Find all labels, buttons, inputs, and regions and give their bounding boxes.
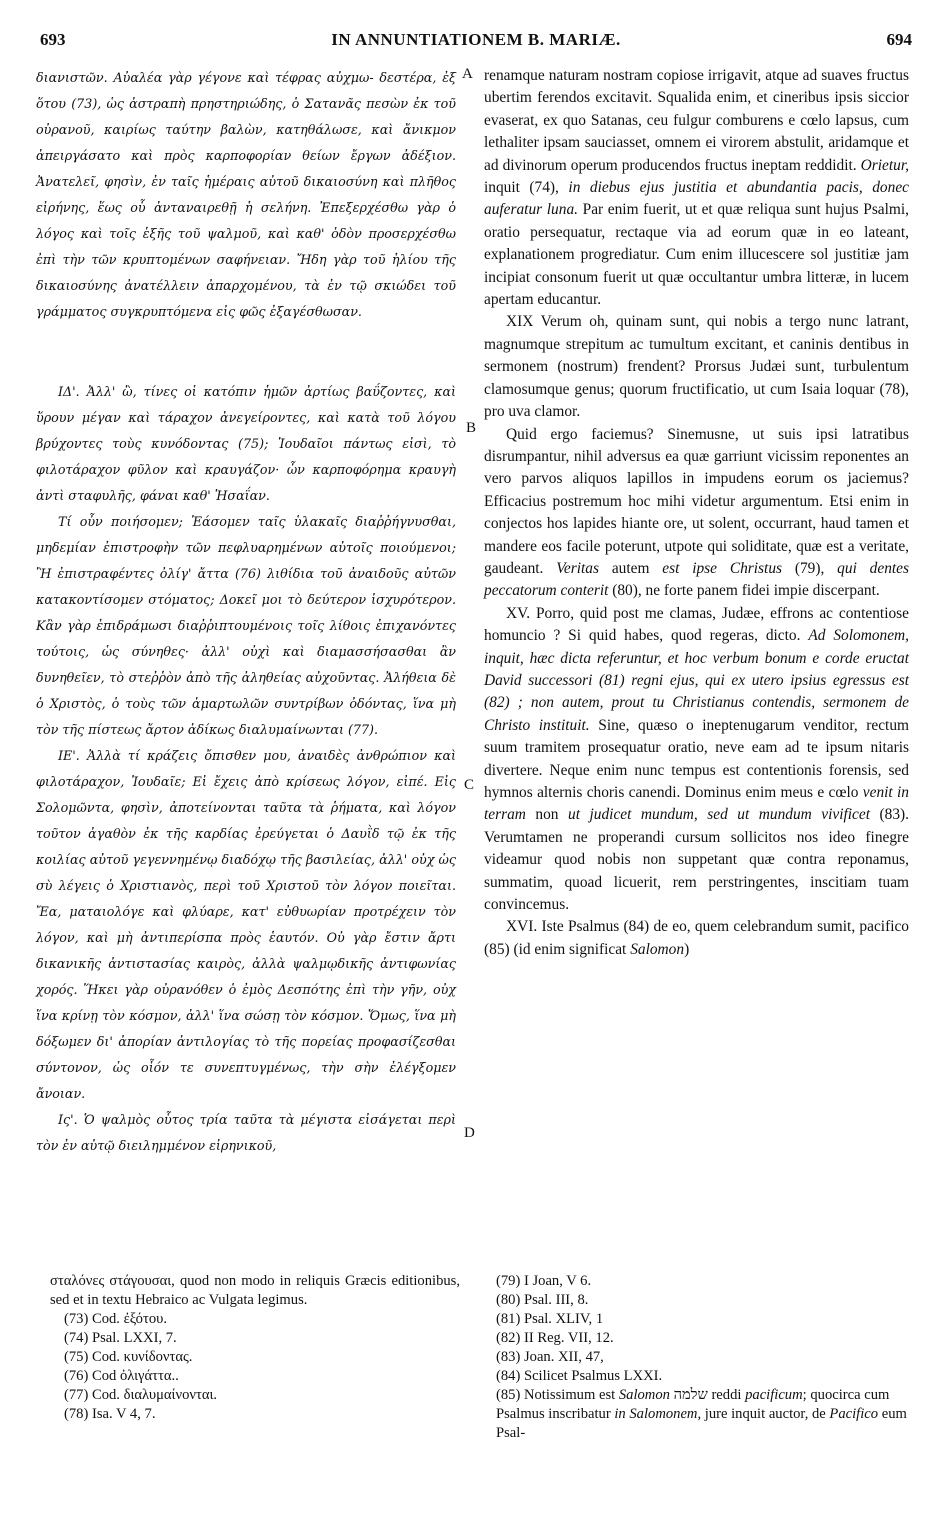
latin-paragraph-2: XIX Verum oh, quinam sunt, qui nobis a tergo nunc latrant, magnumque strepitum ac tumultum excitant, et caninis dentibus in sermonem (nostrum) frendent? Prorsus Judæi sunt, turbulentum clamosumque genus; quorum fructificatio, ut cum Isaia loquar (78), pro uva clamor. xyxy=(484,313,909,421)
footnote-79: (79) I Joan, V 6. xyxy=(496,1273,592,1289)
greek-column xyxy=(36,65,456,1159)
footnotes-right xyxy=(496,1272,908,1443)
margin-marker-c: C xyxy=(464,777,475,793)
footnote-77: (77) Cod. διαλυμαίνονται. xyxy=(64,1387,218,1403)
footnote-75: (75) Cod. κυνίδοντας. xyxy=(64,1349,193,1365)
greek-paragraph-2: ΙΔ'. Ἀλλ' ὢ, τίνες οἱ κατόπιν ἡμῶν ἀρτίως βαΰζοντες, καὶ ὕρουν μέγαν καὶ τάραχον ἀνεγείροντες, καὶ κατὰ τοῦ λόγου βρύχοντες τοὺς κυνόδοντας (75); Ἰουδαῖοι πάντως εἰσὶ, τὸ φιλοτάραχον φῦλον καὶ κραυγάζον· ὧν καρποφόρημα κραυγὴ ἀντὶ σταφυλῆς, φάναι καθ' Ἠσαΐαν. xyxy=(36,384,456,503)
greek-paragraph-3: Τί οὖν ποιήσομεν; Ἐάσομεν ταῖς ὑλακαῖς διαῤῥήγνυσθαι, μηδεμίαν ἐπιστροφὴν τῶν πεφλυαρημένων αὐτοῖς ποιούμενοι; Ἢ ἐπιστραφέντες ὀλίγ' ἄττα (76) λιθίδια τοῦ ἀναιδοῦς αὐτῶν κατακοντίσομεν στόματος; Δοκεῖ μοι τὸ δεύτερον ἰσχυρότερον. Κἂν γὰρ ἐπιδράμωσι διαῤῥιπτουμένοις τοῖς λίθοις ἐπιχανόντες τούτοις, ὡς σύνηθες· ἀλλ' οὐχὶ καὶ διαμασσήσασθαι ἂν δυνηθεῖεν, τὸ στεῤῥὸν ἀπὸ τῆς ἀληθείας αὐχοῦντας. Ἀλήθεια δὲ ὁ Χριστὸς, ὁ τοὺς τῶν ἁμαρτωλῶν συντρίβων ὀδόντας, ἵνα μὴ τὸν τῆς πίστεως ἄρτον ἀδίκως διαλυμαίνωνται (77). xyxy=(36,514,456,737)
greek-paragraph-5: Ις'. Ὁ ψαλμὸς οὗτος τρία ταῦτα τὰ μέγιστα εἰσάγεται περὶ τὸν ἐν αὐτῷ διειλημμένον εἰρηνικοῦ, xyxy=(36,1112,456,1153)
footnotes-left xyxy=(50,1272,460,1424)
page-number-right: 694 xyxy=(886,30,912,49)
footnote-80: (80) Psal. III, 8. xyxy=(496,1292,589,1308)
margin-marker-d: D xyxy=(464,1125,475,1141)
footnote-82: (82) II Reg. VII, 12. xyxy=(496,1330,614,1346)
latin-column xyxy=(484,65,909,961)
page-number-left: 693 xyxy=(40,30,66,49)
running-header xyxy=(30,30,922,56)
footnote-85: (85) Notissimum est Salomon שלמה reddi pacificum; quocirca cum Psalmus inscribatur in Salomonem, jure inquit auctor, de Pacifico eum Psal- xyxy=(496,1387,907,1441)
greek-paragraph-4: ΙΕ'. Ἀλλὰ τί κράζεις ὄπισθεν μου, ἀναιδὲς ἀνθρώπιον καὶ φιλοτάραχον, Ἰουδαῖε; Εἰ ἔχεις ἀπὸ κρίσεως λόγον, εἰπέ. Εἰς Σολομῶντα, φησὶν, ἀποτείνονται ταῦτα τὰ ῥήματα, καὶ λόγον τοῦτον ἀγαθὸν ἐκ τῆς καρδίας ἐρεύγεται ὁ Δαυῒδ τῷ ἐκ τῆς κοιλίας αὐτοῦ γεγεννημένῳ διαδόχῳ τῆς βασιλείας, ἀλλ' οὐχ ὡς σὺ λέγεις ὁ Χριστιανὸς, περὶ τοῦ Χριστοῦ τὸν λόγον ποιεῖται. Ἔα, ματαιολόγε καὶ φλύαρε, κατ' εὐθυωρίαν προτρέχειν τὸν λόγον, καὶ μὴ ἀντιπερίσπα πρὸς ἑαυτόν. Οὐ γὰρ ἔστιν ἄρτι δικανικῆς ἀντιστασίας καιρὸς, ἀλλὰ ψαλμῳδικῆς ἀντιφωνίας χορός. Ἥκει γὰρ οὐρανόθεν ὁ ἐμὸς Δεσπότης ἐπὶ τὴν γῆν, οὐχ ἵνα κρίνῃ τὸν κόσμον, ἀλλ' ἵνα σώσῃ τὸν κόσμον. Ὅμως, ἵνα μὴ δόξωμεν δι' ἀπορίαν ἀντιλογίας τὸ τῆς πορείας προφασίζεσθαι σύντονον, ὡς οἷόν τε συνεπτυγμένως, τὴν σὴν ἐλέγξομεν ἄνοιαν. xyxy=(36,748,456,1101)
margin-marker-b: B xyxy=(466,420,477,436)
footnote-81: (81) Psal. XLIV, 1 xyxy=(496,1311,604,1327)
footnote-76: (76) Cod ὀλιγάττα.. xyxy=(64,1368,179,1384)
latin-paragraph-5: XVI. Iste Psalmus (84) de eo, quem celebrandum sumit, pacifico (85) (id enim significat Salomon) xyxy=(484,918,909,958)
margin-marker-a: A xyxy=(462,66,473,82)
footnote-continuation: σταλόνες στάγουσαι, quod non modo in reliquis Græcis editionibus, sed et in textu Hebraico ac Vulgata legimus. xyxy=(50,1273,460,1308)
footnote-73: (73) Cod. ἐξότου. xyxy=(64,1311,168,1327)
footnote-83: (83) Joan. XII, 47, xyxy=(496,1349,604,1365)
page-title: IN ANNUNTIATIONEM B. MARIÆ. xyxy=(331,30,621,49)
footnote-74: (74) Psal. LXXI, 7. xyxy=(64,1330,177,1346)
footnote-78: (78) Isa. V 4, 7. xyxy=(64,1406,156,1422)
latin-paragraph-3: Quid ergo faciemus? Sinemusne, ut suis ipsi latratibus disrumpantur, nihil adversus ea quæ garriunt vicissim reponentes an vero parvos aliquos lapillos in impudens eorum os jaciemus? Efficacius postremum hoc mihi videtur argumentum. Etsi enim in conjectos hos lapides hiante ore, ut solent, occurrant, haud tamen et mandere eos facile poterunt, utpote qui soliditate, quæ est a veritate, gaudeant. Veritas autem est ipse Christus (79), qui dentes peccatorum conterit (80), ne forte panem fidei impie discerpant. xyxy=(484,425,909,600)
latin-paragraph-4: XV. Porro, quid post me clamas, Judæe, effrons ac contentiose homuncio ? Si quid habes, quod regeras, dicto. Ad Solomonem, inquit, hæc dicta referuntur, et hoc verbum bonum e corde eructat David successori (81) regni ejus, qui ex utero ipsius egressus est (82) ; non autem, prout tu Christianus contendis, sermonem de Christo instituit. Sine, quæso o ineptenugarum venditor, rectum suum tramitem prosequatur oratio, neve eam ad te ipsum nitaris divertere. Neque enim nunc tempus est contentionis forensis, sed hymnos alternis choris canendi. Dominus enim meus e cœlo venit in terram non ut judicet mundum, sed ut mundum vivificet (83). Verumtamen ne properandi cursum sollicitos nos ideo finegre videamur quod nobis non suppetant quæ contra reponamus, summatim, quoad licuerit, rem perstringentes, inscitiam tuam convincemus. xyxy=(484,604,910,914)
footnote-84: (84) Scilicet Psalmus LXXI. xyxy=(496,1368,663,1384)
latin-paragraph-1: renamque naturam nostram copiose irrigavit, atque ad suaves fructus ubertim ferendos excitavit. Squalida enim, et cineribus ipsis siccior evaserat, ex quo Satanas, ceu fulgur comburens e cœlo lapsus, cum lethaliter ipsam sauciasset, omnem ei virorem abstulit, aridamque et ad divinorum operum producendos fructus ineptam reddidit. Orietur, inquit (74), in diebus ejus justitia et abundantia pacis, donec auferatur luna. Par enim fuerit, ut et quæ reliqua sunt hujus Psalmi, oratio persequatur, rectaque via ad eorum quæ in eo lateant, explanationem progrediatur. Cum enim illucescere sol justitiæ jam incipiat consonum fuerit ut quæ occultantur umbra litteræ, in lucem apertam educantur. xyxy=(484,67,910,309)
greek-paragraph-1: διανιστῶν. Αὐαλέα γὰρ γέγονε καὶ τέφρας αὐχμω- δεστέρα, ἐξ ὅτου (73), ὡς ἀστραπὴ πρηστηριώδης, ὁ Σατανᾶς πεσὼν ἐκ τοῦ οὐρανοῦ, καιρίως ταύτην βαλὼν, κατηθάλωσε, καὶ ἄνικμον ἀπειργάσατο καὶ πρὸς καρποφορίαν θείων ἔργων ἀδέξιον. Ἀνατελεῖ, φησὶν, ἐν ταῖς ἡμέραις αὐτοῦ δικαιοσύνη καὶ πλῆθος εἰρήνης, ἕως οὗ ἀνταναιρεθῇ ἡ σελήνη. Ἐπεξερχέσθω γὰρ ὁ λόγος καὶ τοῖς ἑξῆς τοῦ ψαλμοῦ, καὶ καθ' ὁδὸν προσερχέσθω ἐπὶ τὴν τῶν κρυπτομένων σαφήνειαν. Ἤδη γὰρ τοῦ ἡλίου τῆς δικαιοσύνης ἀνατέλλειν ἀπαρχομένου, τὰ ἐν τῷ σκιώδει τοῦ γράμματος συγκρυπτόμενα εἰς φῶς ἐξαγέσθωσαν. xyxy=(36,70,456,319)
